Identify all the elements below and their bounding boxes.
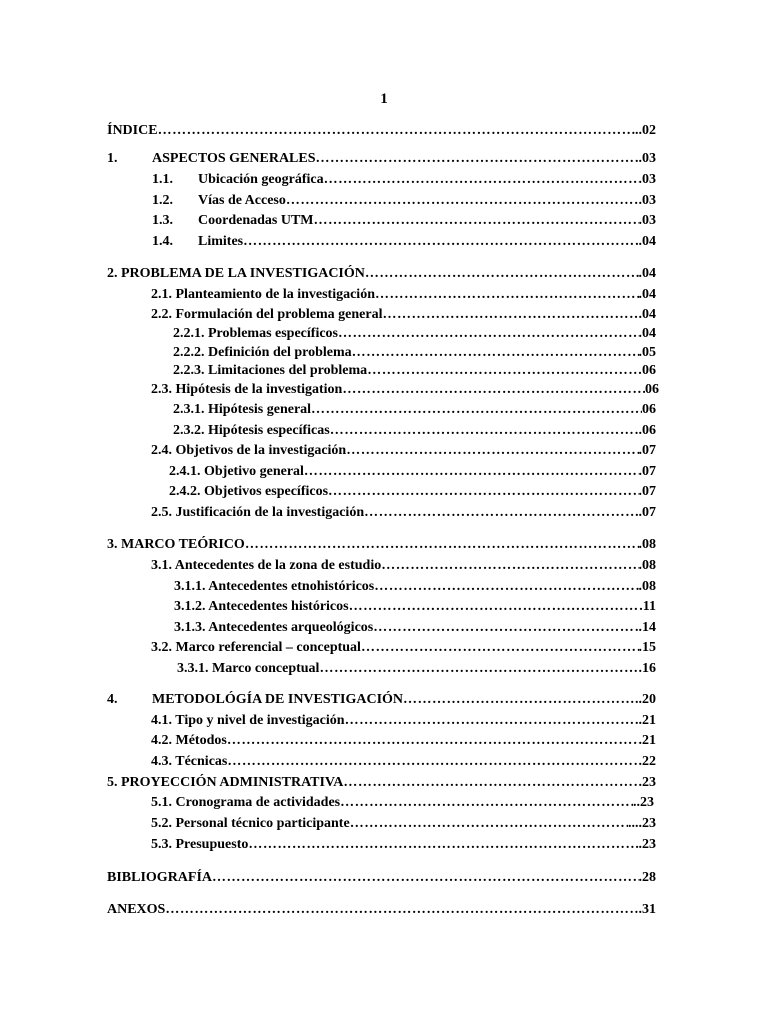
toc-leader: [248, 835, 638, 855]
toc-entry-number: 1.4.: [152, 234, 173, 249]
toc-leader: [350, 814, 628, 834]
toc-entry-page: 06: [645, 382, 659, 397]
toc-entry: [177, 659, 656, 679]
toc-entry: [151, 441, 656, 461]
toc-entry-title: 2.5. Justificación de la investigación: [151, 505, 365, 520]
toc-entry-page: .08: [638, 579, 656, 594]
toc-entry: [151, 731, 656, 751]
toc-entry-title: 3. MARCO TEÓRICO: [107, 537, 245, 552]
toc-entry-page: .05: [638, 345, 656, 360]
toc-entry: [173, 343, 656, 363]
toc-entry: [107, 900, 656, 920]
toc-leader: [243, 232, 638, 252]
toc-entry: [169, 462, 656, 482]
toc-entry-page: ..23: [633, 795, 654, 810]
toc-entry: [107, 264, 656, 284]
toc-leader: [373, 618, 635, 638]
toc-leader: [352, 343, 639, 363]
toc-leader: [367, 361, 642, 381]
toc-leader: [342, 380, 645, 400]
toc-leader: [361, 638, 639, 658]
toc-entry: [174, 577, 656, 597]
toc-entry-title: 3.1.3. Antecedentes arqueológicos: [174, 620, 374, 635]
toc-leader: [304, 462, 639, 482]
toc-entry: [151, 380, 659, 400]
toc-entry-page: .04: [638, 234, 656, 249]
toc-entry: [151, 711, 656, 731]
toc-leader: [324, 170, 639, 190]
toc-leader: [381, 556, 638, 576]
toc-entry-number: 1.1.: [152, 172, 173, 187]
toc-entry-page: .06: [638, 423, 656, 438]
toc-entry-title: METODOLÓGÍA DE INVESTIGACIÓN: [152, 692, 404, 707]
toc-entry-title: ANEXOS: [107, 902, 166, 917]
toc-entry: [151, 305, 656, 325]
toc-leader: [330, 421, 639, 441]
toc-entry-page: .16: [638, 661, 656, 676]
toc-leader: [328, 482, 638, 502]
toc-entry: [107, 773, 656, 793]
toc-leader: [319, 659, 638, 679]
toc-entry-page: .15: [638, 640, 656, 655]
toc-leader: [316, 149, 635, 169]
toc-entry-title: 2.3.2. Hipótesis específicas: [173, 423, 330, 438]
toc-entry: [151, 835, 656, 855]
toc-entry-page: ..02: [635, 123, 656, 138]
toc-leader: [165, 900, 638, 920]
toc-entry: [151, 285, 656, 305]
toc-entry: [151, 503, 656, 523]
toc-leader: [311, 400, 642, 420]
toc-entry-title: 4.2. Métodos: [151, 733, 227, 748]
toc-entry-page: .11: [639, 599, 656, 614]
toc-leader: [227, 731, 639, 751]
toc-leader: [286, 191, 639, 211]
toc-entry: [151, 638, 656, 658]
toc-entry: [173, 400, 656, 420]
toc-entry-page: .08: [638, 558, 656, 573]
toc-entry: [152, 232, 656, 252]
toc-entry-number: 1.: [107, 151, 118, 166]
toc-entry-page: .04: [638, 266, 656, 281]
toc-entry-title: ÍNDICE: [107, 123, 158, 138]
toc-entry-title: 2.2.3. Limitaciones del problema: [173, 363, 368, 378]
toc-entry-title: 2.4.1. Objetivo general: [169, 464, 304, 479]
toc-entry-page: .31: [638, 902, 656, 917]
toc-leader: [403, 690, 635, 710]
toc-leader: [365, 264, 639, 284]
toc-entry-page: .07: [638, 443, 656, 458]
toc-entry-title: 2.2.2. Definición del problema: [173, 345, 352, 360]
toc-entry-title: Ubicación geográfica: [198, 172, 324, 187]
toc-leader: [227, 752, 638, 772]
toc-entry-title: 5.1. Cronograma de actividades: [151, 795, 341, 810]
toc-entry-title: Vías de Acceso: [198, 193, 286, 208]
toc-leader: [314, 211, 639, 231]
toc-entry-title: 4.1. Tipo y nivel de investigación: [151, 713, 345, 728]
toc-entry-number: 1.3.: [152, 213, 173, 228]
toc-entry-title: 3.3.1. Marco conceptual: [177, 661, 320, 676]
toc-entry: [107, 868, 656, 888]
toc-entry: [152, 191, 656, 211]
toc-entry: [173, 421, 656, 441]
toc-leader: [343, 773, 638, 793]
toc-entry-title: 2.4.2. Objetivos específicos: [169, 484, 329, 499]
toc-entry-page: .03: [638, 193, 656, 208]
toc-leader: [364, 503, 638, 523]
toc-entry: [169, 482, 656, 502]
toc-entry-page: ..21: [635, 713, 656, 728]
toc-entry: [151, 793, 654, 813]
toc-leader: [245, 535, 639, 555]
toc-entry: [152, 170, 656, 190]
toc-entry: [107, 535, 656, 555]
toc-leader: [349, 597, 640, 617]
toc-entry-number: 4.: [107, 692, 118, 707]
toc-leader: [346, 441, 638, 461]
toc-leader: [158, 121, 635, 141]
toc-entry-page: .04: [638, 287, 656, 302]
toc-entry: [151, 556, 656, 576]
toc-entry-title: Coordenadas UTM: [198, 213, 314, 228]
toc-entry-page: ..14: [635, 620, 656, 635]
toc-entry: [151, 814, 656, 834]
toc-entry-page: .21: [638, 733, 656, 748]
toc-entry-number: 1.2.: [152, 193, 173, 208]
toc-leader: [345, 711, 635, 731]
toc-entry-title: 5.2. Personal técnico participante: [151, 816, 350, 831]
toc-entry: [173, 324, 656, 344]
toc-entry-title: 5. PROYECCIÓN ADMINISTRATIVA: [107, 775, 344, 790]
toc-entry-title: Limites: [198, 234, 244, 249]
toc-entry: [107, 121, 656, 141]
toc-entry-title: 3.1. Antecedentes de la zona de estudio: [151, 558, 382, 573]
toc-entry-page: .04: [638, 326, 656, 341]
toc-entry-title: 3.2. Marco referencial – conceptual: [151, 640, 361, 655]
toc-entry-title: 4.3. Técnicas: [151, 754, 228, 769]
toc-entry-page: .03: [638, 213, 656, 228]
toc-entry-title: 2.4. Objetivos de la investigación: [151, 443, 347, 458]
toc-entry: [107, 149, 656, 169]
toc-entry-title: ASPECTOS GENERALES: [152, 151, 316, 166]
toc-entry-title: 3.1.1. Antecedentes etnohistóricos: [174, 579, 375, 594]
toc-entry-page: .23: [638, 775, 656, 790]
toc-leader: [383, 305, 639, 325]
toc-entry: [152, 211, 656, 231]
toc-entry-title: 2.3.1. Hipótesis general: [173, 402, 312, 417]
toc-entry: [107, 690, 656, 710]
toc-entry-page: ..20: [635, 692, 656, 707]
toc-entry-page: .07: [638, 484, 656, 499]
toc-entry-title: 2.1. Planteamiento de la investigación: [151, 287, 375, 302]
page-number: 1: [380, 91, 388, 107]
toc-entry-page: .04: [638, 307, 656, 322]
toc-entry-page: ....23: [628, 816, 656, 831]
toc-entry-title: 3.1.2. Antecedentes históricos: [174, 599, 349, 614]
toc-entry-page: .22: [638, 754, 656, 769]
toc-entry-page: .08: [638, 537, 656, 552]
toc-leader: [338, 324, 639, 344]
toc-entry-title: 2. PROBLEMA DE LA INVESTIGACIÓN: [107, 266, 365, 281]
toc-entry-page: .07: [638, 464, 656, 479]
toc-entry: [174, 618, 656, 638]
toc-entry-title: 2.3. Hipótesis de la investigation: [151, 382, 343, 397]
toc-leader: [212, 868, 638, 888]
toc-entry-title: BIBLIOGRAFÍA: [107, 870, 213, 885]
toc-entry-page: 06: [642, 363, 656, 378]
toc-entry-title: 5.3. Presupuesto: [151, 837, 249, 852]
toc-entry-page: ..03: [635, 151, 656, 166]
toc-entry-title: 2.2. Formulación del problema general: [151, 307, 383, 322]
toc-entry-page: .07: [638, 505, 656, 520]
toc-entry: [151, 752, 656, 772]
toc-entry-page: .28: [638, 870, 656, 885]
toc-entry-page: .23: [638, 837, 656, 852]
toc-entry: [173, 361, 656, 381]
toc-leader: [340, 793, 633, 813]
toc-entry-title: 2.2.1. Problemas específicos: [173, 326, 338, 341]
toc-entry-page: 06: [642, 402, 656, 417]
toc-entry: [174, 597, 656, 617]
toc-entry-page: .03: [638, 172, 656, 187]
toc-leader: [374, 577, 638, 597]
toc-leader: [375, 285, 639, 305]
